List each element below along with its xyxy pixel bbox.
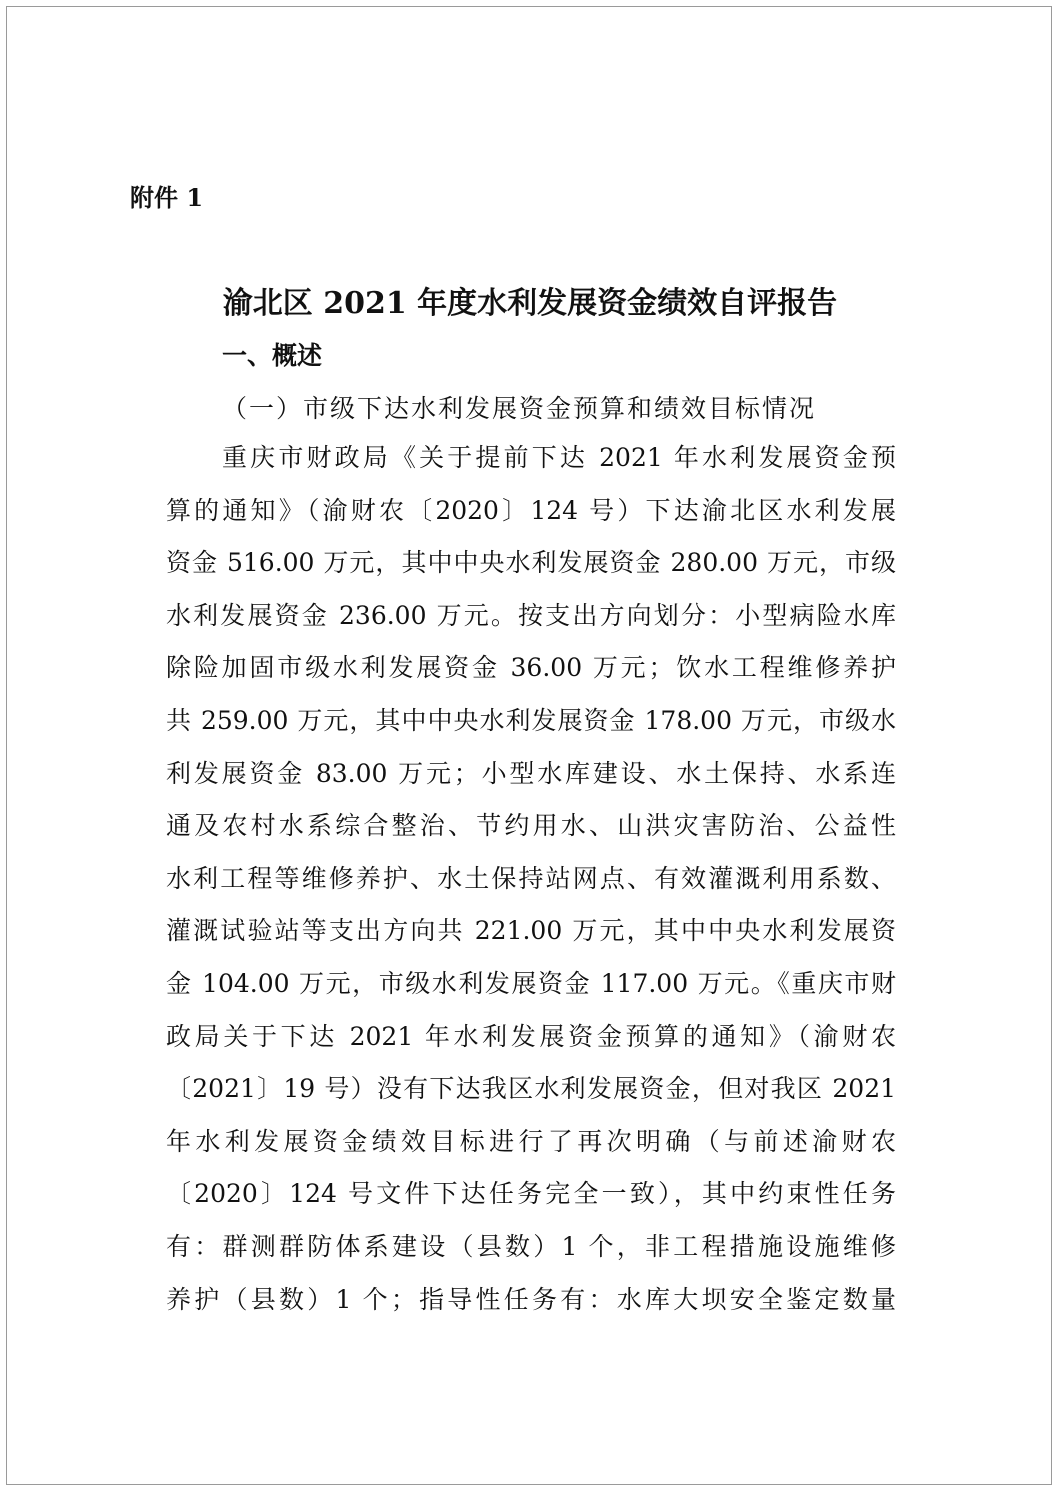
- paragraph-line: 水利工程等维修养护、水土保持站网点、有效灌溉利用系数、: [166, 863, 896, 893]
- paragraph-line: 金 104.00 万元，市级水利发展资金 117.00 万元。《重庆市财: [166, 968, 896, 998]
- paragraph-line: 养护（县数）1 个；指导性任务有：水库大坝安全鉴定数量: [166, 1284, 896, 1314]
- paragraph-line: 水利发展资金 236.00 万元。按支出方向划分：小型病险水库: [166, 600, 896, 630]
- paragraph-line: 重庆市财政局《关于提前下达 2021 年水利发展资金预: [222, 443, 896, 472]
- document-title: 渝北区 2021 年度水利发展资金绩效自评报告: [222, 286, 838, 321]
- paragraph-line: 资金 516.00 万元，其中中央水利发展资金 280.00 万元，市级: [166, 548, 896, 578]
- paragraph-line: 通及农村水系综合整治、节约用水、山洪灾害防治、公益性: [166, 811, 896, 841]
- subsection-heading: （一）市级下达水利发展资金预算和绩效目标情况: [222, 394, 817, 423]
- paragraph-line: 〔2020〕124 号文件下达任务完全一致），其中约束性任务: [166, 1179, 896, 1209]
- paragraph-line: 共 259.00 万元，其中中央水利发展资金 178.00 万元，市级水: [166, 705, 896, 735]
- paragraph-line: 灌溉试验站等支出方向共 221.00 万元，其中中央水利发展资: [166, 916, 896, 946]
- paragraph-line: 除险加固市级水利发展资金 36.00 万元；饮水工程维修养护: [166, 653, 896, 683]
- section-heading: 一、概述: [222, 341, 323, 370]
- paragraph-line: 年水利发展资金绩效目标进行了再次明确（与前述渝财农: [166, 1126, 896, 1156]
- paragraph-line: 政局关于下达 2021 年水利发展资金预算的通知》（渝财农: [166, 1021, 896, 1051]
- paragraph-line: 有：群测群防体系建设（县数）1 个，非工程措施设施维修: [166, 1231, 896, 1261]
- paragraph-line: 〔2021〕19 号）没有下达我区水利发展资金，但对我区 2021: [166, 1074, 896, 1104]
- attachment-label: 附件 1: [130, 183, 204, 212]
- body-paragraph: [166, 440, 896, 1334]
- paragraph-line: 算的通知》（渝财农〔2020〕124 号）下达渝北区水利发展: [166, 495, 896, 525]
- paragraph-line: 利发展资金 83.00 万元；小型水库建设、水土保持、水系连: [166, 758, 896, 788]
